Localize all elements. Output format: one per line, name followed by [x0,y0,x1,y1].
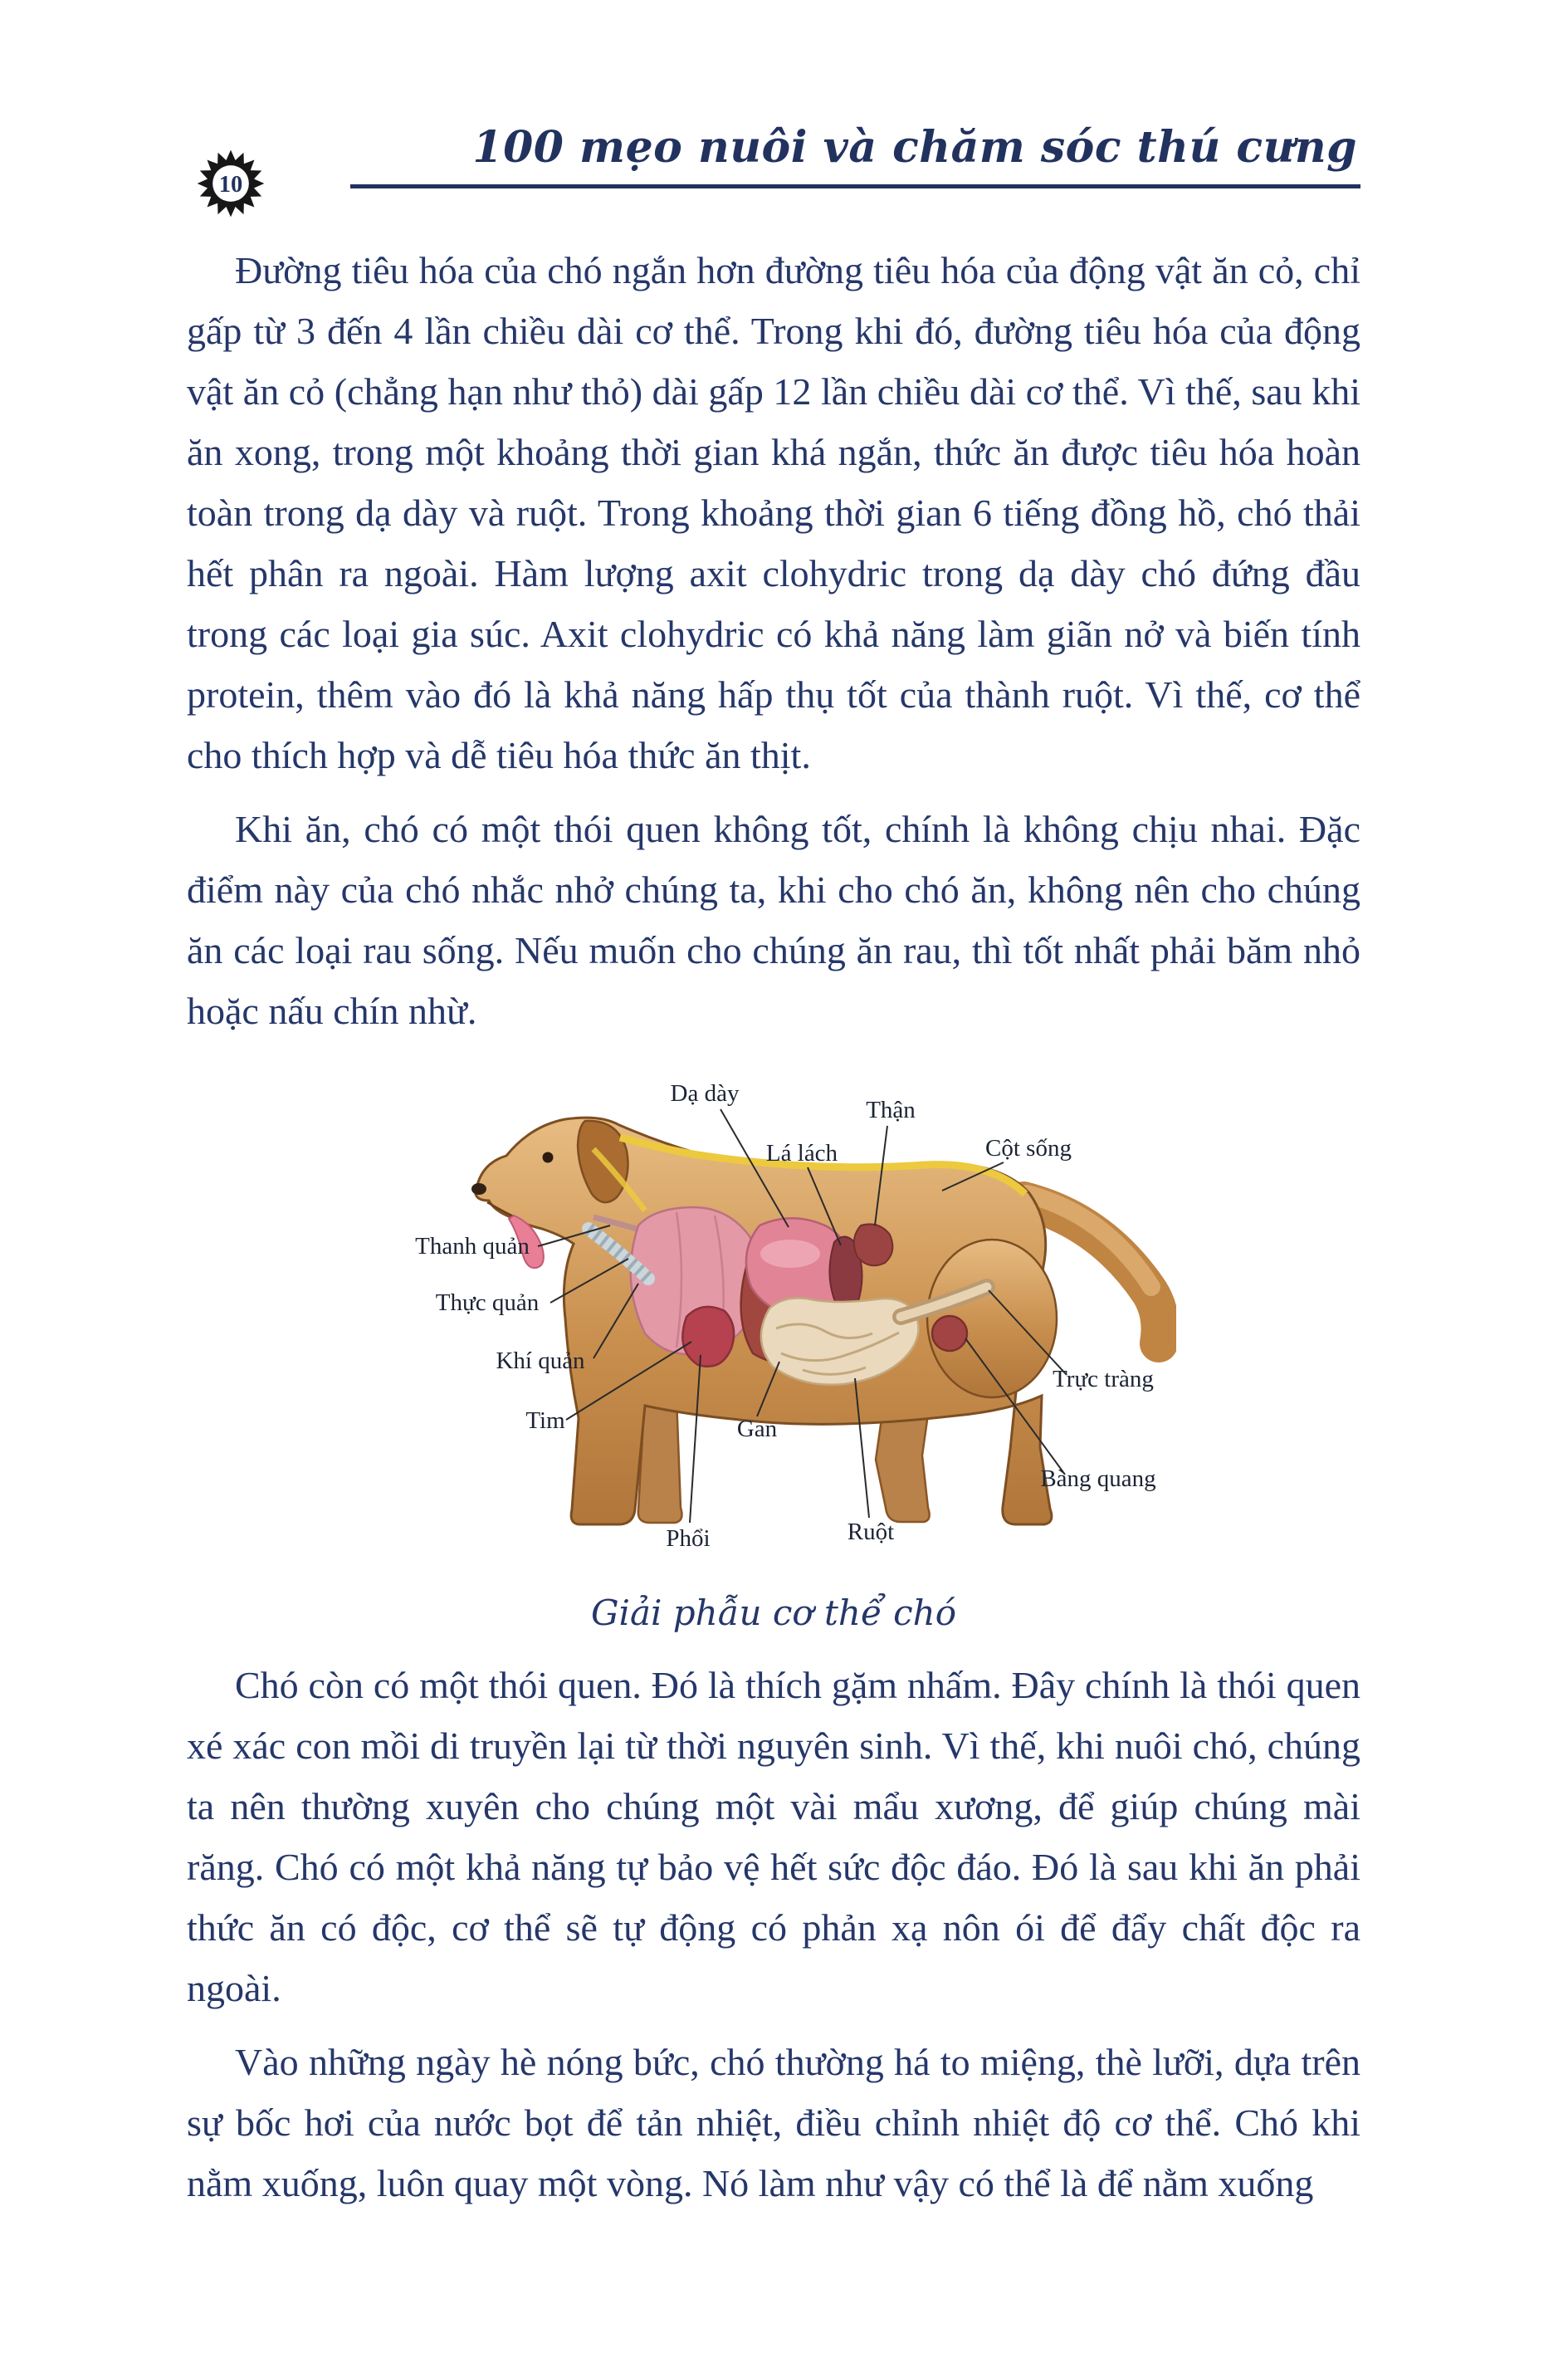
stomach-highlight [760,1240,820,1268]
organ-label-larynx: Thanh quản [415,1233,530,1260]
paragraph-1: Đường tiêu hóa của chó ngắn hơn đường tiêu hóa của động vật ăn cỏ, chỉ gấp từ 3 đến 4 lần chiều dài cơ thể. Trong khi đó, đường tiêu hóa của động vật ăn cỏ (chẳng hạn như thỏ) dài gấp 12 lần chiều dài cơ thể. Vì thế, sau khi ăn xong, trong một khoảng thời gian khá ngắn, thức ăn được tiêu hóa hoàn toàn trong dạ dày và ruột. Trong khoảng thời gian 6 tiếng đồng hồ, chó thải hết phân ra ngoài. Hàm lượng axit clohydric trong dạ dày chó đứng đầu trong các loại gia súc. Axit clohydric có khả năng làm giãn nở và biến tính protein, thêm vào đó là khả năng hấp thụ tốt của thành ruột. Vì thế, cơ thể cho thích hợp và dễ tiêu hóa thức ăn thịt. [187,249,1360,776]
paragraph-2: Khi ăn, chó có một thói quen không tốt, chính là không chịu nhai. Đặc điểm này của chó nhắc nhở chúng ta, khi cho chó ăn, không nên cho chúng ăn các loại rau sống. Nếu muốn cho chúng ăn rau, thì tốt nhất phải băm nhỏ hoặc nấu chín nhừ. [187,808,1360,1032]
organ-label-kidney: Thận [866,1097,916,1123]
paragraph-4: Vào những ngày hè nóng bức, chó thường há to miệng, thè lưỡi, dựa trên sự bốc hơi của nước bọt để tản nhiệt, điều chỉnh nhiệt độ cơ thể. Chó khi nằm xuống, luôn quay một vòng. Nó làm như vậy có thể là để nằm xuống [187,2041,1360,2204]
organ-label-trachea: Khí quản [496,1348,585,1374]
organ-label-spine: Cột sống [985,1135,1072,1162]
dog-nose [471,1183,486,1195]
organ-label-stomach: Dạ dày [670,1080,740,1107]
header-rule [350,184,1360,188]
organ-label-bladder: Bàng quang [1040,1465,1156,1492]
kidney-shape [854,1224,893,1265]
page-body [0,188,1568,2214]
header-column [350,123,1360,188]
figure-caption: Giải phẫu cơ thể chó [590,1592,956,1633]
organ-label-lungs: Phổi [666,1525,711,1552]
organ-label-esophagus: Thực quản [435,1289,540,1316]
organ-label-intestine: Ruột [847,1519,895,1545]
starburst-icon [196,149,266,218]
organ-label-liver: Gan [736,1416,778,1442]
organ-label-heart: Tim [525,1407,565,1434]
organ-label-spleen: Lá lách [765,1140,838,1167]
organ-label-rectum: Trực tràng [1053,1366,1154,1392]
page-number-badge [196,149,266,218]
anatomy-figure [187,1069,1360,1633]
page-number: 10 [218,172,243,198]
heart-shape [682,1307,734,1367]
paragraph-3: Chó còn có một thói quen. Đó là thích gặm nhấm. Đây chính là thói quen xé xác con mồi di truyền lại từ thời nguyên sinh. Vì thế, khi nuôi chó, chúng ta nên thường xuyên cho chúng một vài mẩu xương, để giúp chúng mài răng. Chó có một khả năng tự bảo vệ hết sức độc đáo. Đó là sau khi ăn phải thức ăn có độc, cơ thể sẽ tự động có phản xạ nôn ói để đẩy chất độc ra ngoài. [187,1664,1360,2009]
running-head-title: 100 mẹo nuôi và chăm sóc thú cưng [472,122,1357,173]
dog-eye [543,1152,554,1163]
dog-anatomy-diagram [371,1069,1176,1568]
bladder-shape [932,1316,967,1351]
page-header [0,0,1568,198]
